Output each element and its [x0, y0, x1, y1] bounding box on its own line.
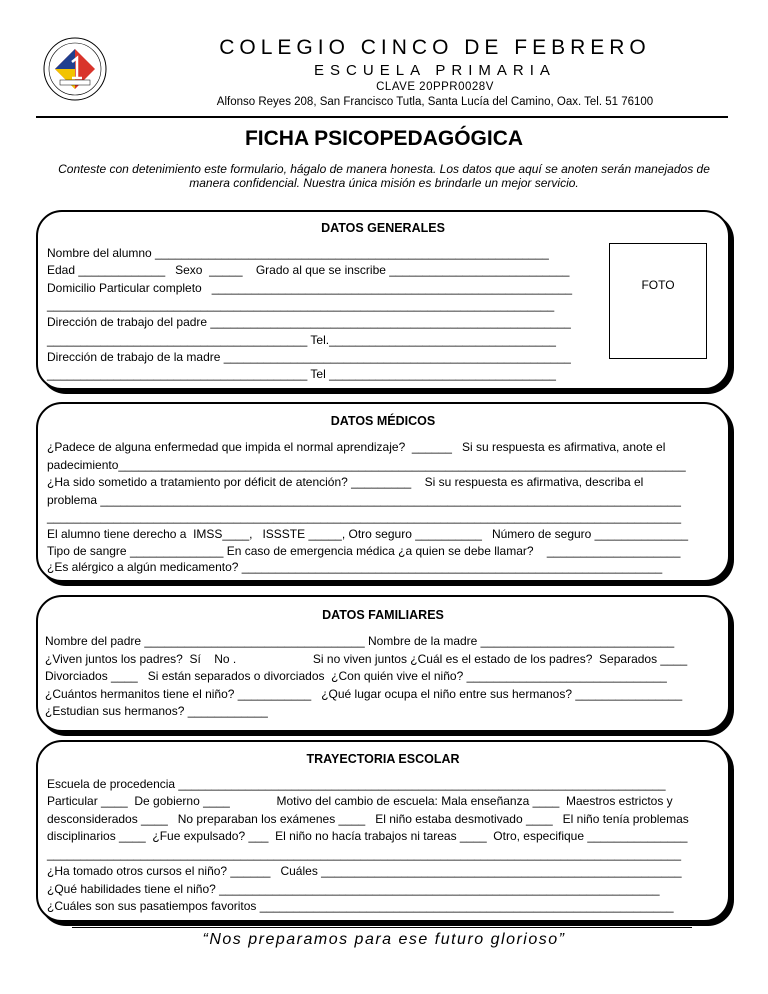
form-line[interactable]: Tipo de sangre ______________ En caso de emergencia médica ¿a quien se debe llamar? ____________________ [47, 544, 681, 558]
form-line[interactable]: ¿Cuáles son sus pasatiempos favoritos ______________________________________________________________ [47, 899, 674, 913]
form-line[interactable]: Nombre del alumno ___________________________________________________________ [47, 246, 549, 260]
photo-box[interactable] [609, 243, 707, 359]
form-line[interactable]: Domicilio Particular completo ______________________________________________________ [47, 281, 573, 295]
form-line[interactable]: ¿Ha sido sometido a tratamiento por déficit de atención? _________ Si su respuesta es afirmativa, describa el [47, 475, 644, 489]
form-line[interactable]: Escuela de procedencia _________________________________________________________________________ [47, 777, 666, 791]
form-line[interactable]: Dirección de trabajo del padre ______________________________________________________ [47, 315, 571, 329]
form-line[interactable]: disciplinarios ____ ¿Fue expulsado? ___ El niño no hacía trabajos ni tareas ____ Otro, especifique _______________ [47, 829, 688, 843]
form-line[interactable]: padecimiento_____________________________________________________________________________________ [47, 458, 686, 472]
form-line[interactable]: ¿Es alérgico a algún medicamento? _______________________________________________________________ [47, 560, 663, 574]
form-line[interactable]: ¿Qué habilidades tiene el niño? __________________________________________________________________ [47, 882, 660, 896]
form-title: FICHA PSICOPEDAGÓGICA [244, 127, 524, 150]
footer-divider [72, 927, 692, 928]
form-line[interactable]: _______________________________________________________________________________________________ [47, 847, 682, 861]
form-line[interactable]: Dirección de trabajo de la madre ____________________________________________________ [47, 350, 571, 364]
section-trayectoria-escolar [36, 740, 730, 922]
form-line[interactable]: desconsiderados ____ No preparaban los exámenes ____ El niño estaba desmotivado ____ El niño tenía problemas [47, 812, 689, 826]
header-divider [36, 116, 728, 118]
form-line[interactable]: Edad _____________ Sexo _____ Grado al que se inscribe ___________________________ [47, 263, 570, 277]
school-logo [42, 36, 108, 102]
form-line[interactable]: problema _______________________________________________________________________________________ [47, 493, 681, 507]
form-line[interactable]: ¿Viven juntos los padres? Sí No . Si no viven juntos ¿Cuál es el estado de los padres? Separados ____ [45, 652, 688, 666]
form-line[interactable]: ____________________________________________________________________________ [47, 298, 555, 312]
section-datos-generales [36, 210, 730, 390]
section-heading: DATOS GENERALES [321, 221, 445, 235]
form-line[interactable]: Nombre del padre _________________________________ Nombre de la madre _____________________________ [45, 634, 675, 648]
section-heading: DATOS FAMILIARES [322, 608, 444, 622]
form-line[interactable]: _______________________________________________________________________________________________ [47, 510, 682, 524]
form-line[interactable]: ¿Ha tomado otros cursos el niño? ______ Cuáles ______________________________________________________ [47, 864, 682, 878]
form-line[interactable]: ¿Cuántos hermanitos tiene el niño? ___________ ¿Qué lugar ocupa el niño entre sus hermanos? ________________ [45, 687, 683, 701]
section-datos-familiares [36, 595, 730, 732]
photo-label: FOTO [641, 278, 675, 292]
form-line[interactable]: Particular ____ De gobierno ____ Motivo del cambio de escuela: Mala enseñanza ____ Maestros estrictos y [47, 794, 673, 808]
form-line[interactable]: Divorciados ____ Si están separados o divorciados ¿Con quién vive el niño? ______________________________ [45, 669, 667, 683]
school-address: Alfonso Reyes 208, San Francisco Tutla, Santa Lucía del Camino, Oax. Tel. 51 76100 [216, 96, 654, 108]
section-heading: DATOS MÉDICOS [330, 414, 436, 428]
form-line[interactable]: ¿Padece de alguna enfermedad que impida el normal aprendizaje? ______ Si su respuesta es afirmativa, anote el [47, 440, 666, 454]
school-motto: “Nos preparamos para ese futuro glorioso” [202, 931, 566, 948]
school-clave: CLAVE 20PPR0028V [376, 81, 494, 93]
form-line[interactable]: El alumno tiene derecho a IMSS____, ISSSTE _____, Otro seguro __________ Número de seguro ______________ [47, 527, 689, 541]
form-line[interactable]: _______________________________________ Tel.__________________________________ [47, 333, 556, 347]
form-line[interactable]: _______________________________________ Tel __________________________________ [47, 367, 556, 381]
form-line[interactable]: ¿Estudian sus hermanos? ____________ [45, 704, 268, 718]
school-level: ESCUELA PRIMARIA [314, 62, 556, 79]
school-name: COLEGIO CINCO DE FEBRERO [219, 36, 651, 59]
section-datos-medicos [36, 402, 730, 582]
form-intro: Conteste con detenimiento este formulario, hágalo de manera honesta. Los datos que aquí se anoten serán manejados de manera confidencial. Nuestra única misión es brindarle un mejor servicio. [58, 162, 710, 190]
section-heading: TRAYECTORIA ESCOLAR [306, 752, 460, 766]
